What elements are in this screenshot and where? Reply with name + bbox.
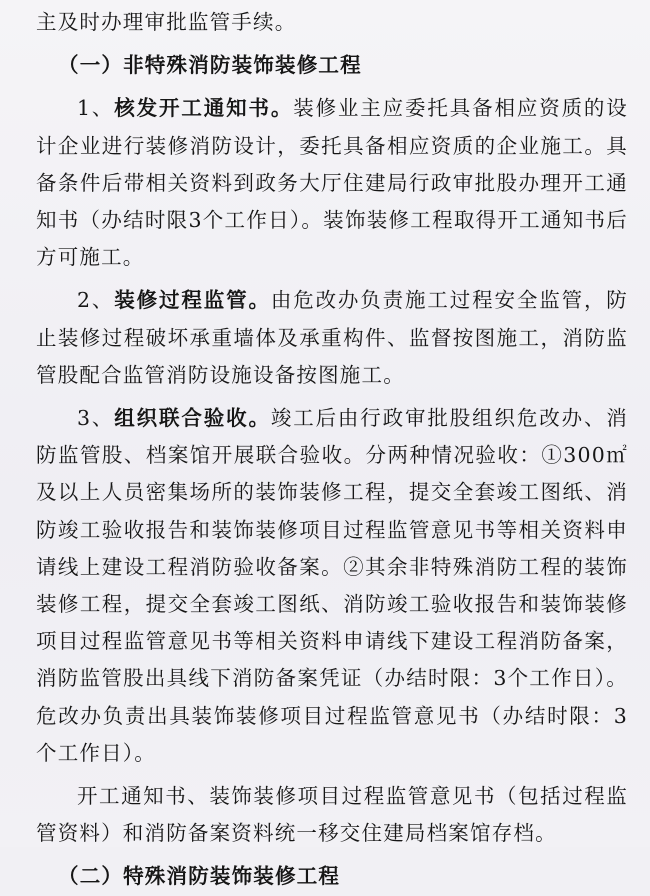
intro-tail-paragraph: 主及时办理审批监管手续。 — [36, 10, 297, 34]
item-3-paragraph — [36, 400, 628, 772]
item-3-lead: 组织联合验收。 — [114, 406, 271, 431]
item-1-number: 1、 — [77, 96, 115, 121]
item-2-lead: 装修过程监管。 — [114, 288, 271, 313]
item-2-paragraph — [36, 282, 628, 394]
item-1-paragraph — [36, 90, 628, 276]
item-3-body: 竣工后由行政审批股组织危改办、消防监管股、档案馆开展联合验收。分两种情况验收：①300㎡及以上人员密集场所的装饰装修工程，提交全套竣工图纸、消防竣工验收报告和装饰装修项目过程监管意见书等相关资料申请线上建设工程消防验收备案。②其余非特殊消防工程的装饰装修工程，提交全套竣工图纸、消防竣工验收报告和装饰装修项目过程监管意见书等相关资料申请线下建设工程消防备案，消防监管股出具线下消防备案凭证（办结时限：3个工作日）。危改办负责出具装饰装修项目过程监管意见书（办结时限：3个工作日）。 — [36, 406, 629, 765]
item-2-number: 2、 — [77, 288, 115, 313]
archive-paragraph: 开工通知书、装饰装修项目过程监管意见书（包括过程监管资料）和消防备案资料统一移交住建局档案馆存档。 — [36, 784, 628, 846]
section-2-heading: （二）特殊消防装饰装修工程 — [58, 864, 341, 889]
item-1-body: 装修业主应委托具备相应资质的设计企业进行装修消防设计，委托具备相应资质的企业施工。具备条件后带相关资料到政务大厅住建局行政审批股办理开工通知书（办结时限3个工作日）。装饰装修工程取得开工通知书后方可施工。 — [36, 96, 628, 270]
item-1-lead: 核发开工通知书。 — [114, 96, 294, 121]
section-1-heading: （一）非特殊消防装饰装修工程 — [58, 53, 362, 78]
item-3-number: 3、 — [77, 406, 115, 431]
item-2-body: 由危改办负责施工过程安全监管，防止装修过程破坏承重墙体及承重构件、监督按图施工，消防监管股配合监管消防设施设备按图施工。 — [36, 288, 629, 387]
